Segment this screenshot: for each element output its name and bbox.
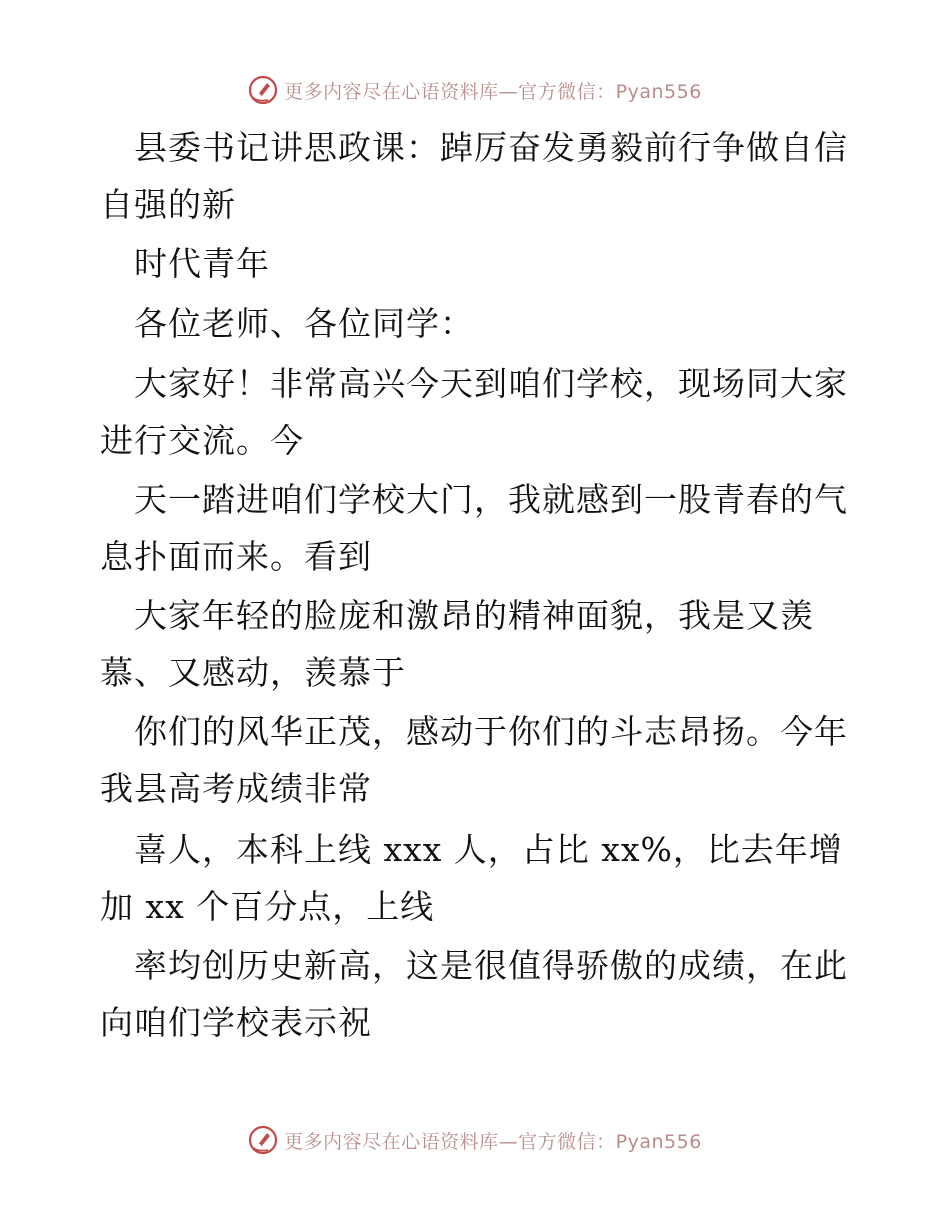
text-line: 息扑面而来。看到 (100, 537, 372, 576)
pen-nib-logo-icon (248, 75, 278, 105)
text-line: 天一踏进咱们学校大门，我就感到一股青春的气 (134, 480, 848, 519)
text-line: 慕、又感动，羡慕于 (100, 653, 406, 692)
text-line: 率均创历史新高，这是很值得骄傲的成绩，在此 (134, 946, 848, 985)
text-line: 自强的新 (100, 185, 236, 224)
text-line: 县委书记讲思政课：踔厉奋发勇毅前行争做自信 (134, 128, 848, 167)
text-line: 你们的风华正茂，感动于你们的斗志昂扬。今年 (134, 712, 848, 751)
text-line: 时代青年 (134, 244, 270, 283)
text-line: 大家好！非常高兴今天到咱们学校，现场同大家 (134, 364, 848, 403)
text-line: 喜人，本科上线 xxx 人，占比 xx%，比去年增 (134, 830, 843, 869)
text-line: 加 xx 个百分点，上线 (100, 887, 435, 926)
text-line: 大家年轻的脸庞和激昂的精神面貌，我是又羡 (134, 596, 814, 635)
header-watermark-banner (0, 70, 950, 110)
watermark-text: 更多内容尽在心语资料库—官方微信：Pyan556 (284, 80, 702, 103)
text-line: 向咱们学校表示祝 (100, 1003, 372, 1042)
text-line: 我县高考成绩非常 (100, 769, 372, 808)
text-line: 各位老师、各位同学： (134, 304, 474, 343)
text-line: 进行交流。今 (100, 421, 304, 460)
watermark-text: 更多内容尽在心语资料库—官方微信：Pyan556 (284, 1130, 702, 1153)
footer-watermark-banner (0, 1120, 950, 1160)
pen-nib-logo-icon (248, 1125, 278, 1155)
